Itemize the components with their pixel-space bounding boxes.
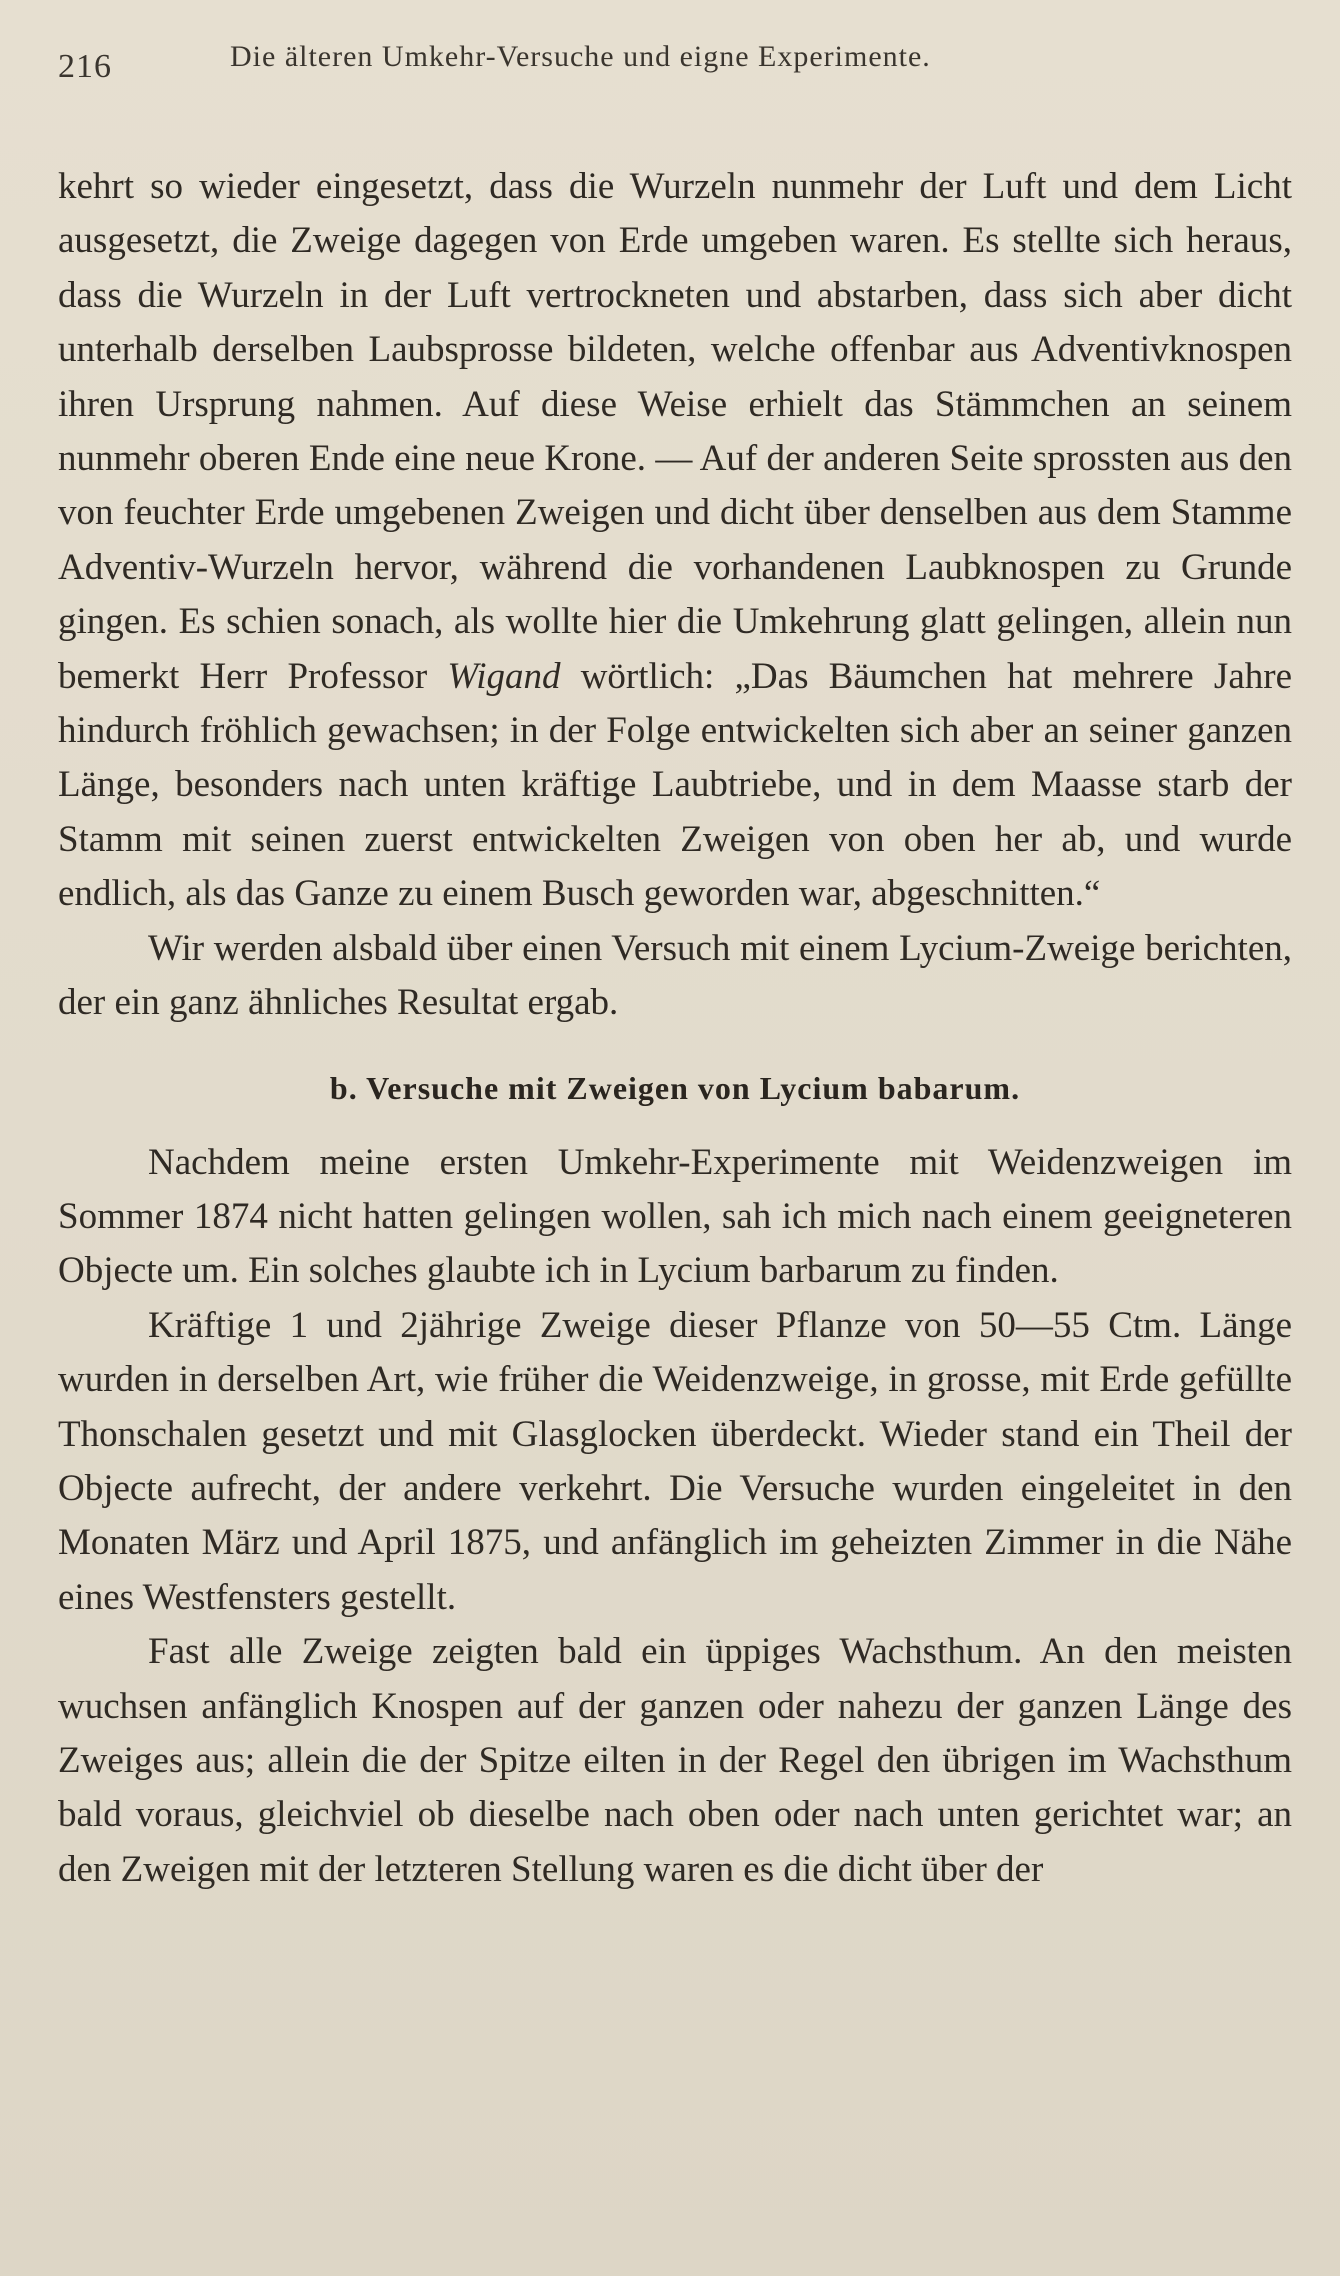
running-head: [58, 38, 1292, 92]
paragraph: Kräftige 1 und 2jährige Zweige dieser Pflanze von 50—55 Ctm. Länge wurden in derselben Art, wie früher die Weidenzweige, in grosse, mit Erde gefüllte Thonschalen gesetzt und mit Glasglocken überdeckt. Wieder stand ein Theil der Objecte aufrecht, der andere verkehrt. Die Versuche wurden eingeleitet in den Monaten März und April 1875, und anfänglich im geheizten Zimmer in die Nähe eines Westfensters gestellt.: [58, 1304, 1292, 1618]
paragraph-text-start: kehrt so wieder eingesetzt, dass die Wurzeln nunmehr der Luft und dem Licht ausgesetzt, die Zweige dagegen von Erde umgeben waren. Es stellte sich heraus, dass die Wurzeln in der Luft vertrockneten und abstarben, dass sich aber dicht unterhalb derselben Laubsprosse bildeten, welche offenbar aus Adventivknospen ihren Ursprung nahmen. Auf diese Weise erhielt das Stämmchen an seinem nunmehr oberen Ende eine neue Krone. — Auf der anderen Seite sprossten aus den von feuchter Erde umgebenen Zweigen und dicht über denselben aus dem Stamme Adventiv-Wurzeln hervor, während die vorhandenen Laubknospen zu Grunde gingen. Es schien sonach, als wollte hier die Umkehrung glatt gelingen, allein nun bemerkt Herr Professor: [58, 166, 1292, 697]
paragraph: Fast alle Zweige zeigten bald ein üppiges Wachsthum. An den meisten wuchsen anfänglich Knospen auf der ganzen oder nahezu der ganzen Länge des Zweiges aus; allein die der Spitze eilten in der Regel den übrigen im Wachsthum bald voraus, gleichviel ob dieselbe nach oben oder nach unten gerichtet war; an den Zweigen mit der letzteren Stellung waren es die dicht über der: [58, 1631, 1292, 1890]
author-name-italic: Wigand: [447, 655, 561, 697]
page-number: 216: [58, 48, 112, 85]
section-heading: b. Versuche mit Zweigen von Lycium babarum.: [329, 1069, 1021, 1106]
paragraph: Nachdem meine ersten Umkehr-Experimente mit Weidenzweigen im Sommer 1874 nicht hatten gelingen wollen, sah ich mich nach einem geeigneteren Objecte um. Ein solches glaubte ich in Lycium barbarum zu finden.: [58, 1141, 1292, 1292]
paragraph-continued: [58, 160, 1292, 922]
running-title: Die älteren Umkehr-Versuche und eigne Experimente.: [230, 40, 931, 73]
paragraph-text-end: wörtlich: „Das Bäumchen hat mehrere Jahre hindurch fröhlich gewachsen; in der Folge entwickelten sich aber an seiner ganzen Länge, besonders nach unten kräftige Laubtriebe, und in dem Maasse starb der Stamm mit seinen zuerst entwickelten Zweigen von oben her ab, und wurde endlich, als das Ganze zu einem Busch geworden war, abgeschnitten.“: [58, 655, 1292, 915]
body-text: [58, 160, 1292, 1897]
paragraph: Wir werden alsbald über einen Versuch mit einem Lycium-Zweige berichten, der ein ganz ähnliches Resultat ergab.: [58, 927, 1292, 1024]
